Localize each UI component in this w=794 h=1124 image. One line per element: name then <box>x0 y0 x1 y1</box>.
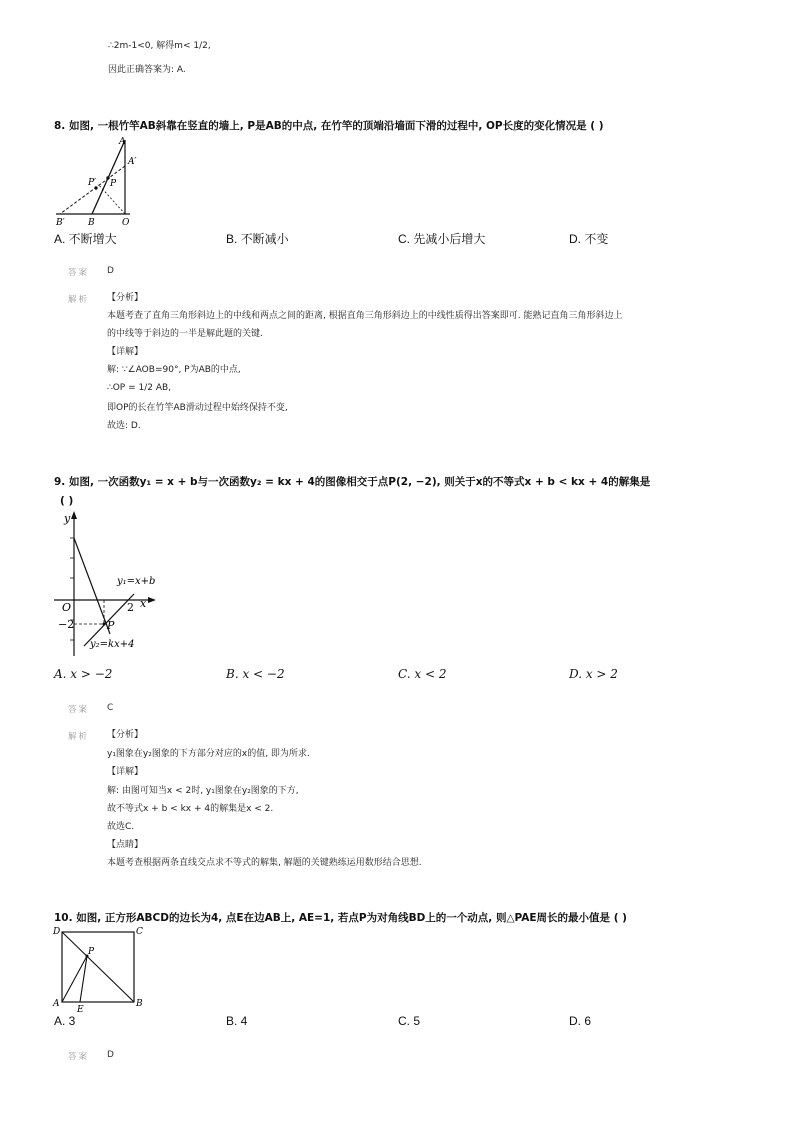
fig8-label-P: P <box>110 179 117 189</box>
fig9-label-neg2: −2 <box>58 618 75 631</box>
fig8-label-A-prime: A′ <box>128 157 137 167</box>
q8-option-c[interactable]: C. 先减小后增大 <box>398 232 486 246</box>
fig8-label-B: B <box>88 218 95 228</box>
q10-option-a[interactable]: A. 3 <box>54 1014 76 1028</box>
question-8-figure <box>52 134 142 228</box>
q9-option-d[interactable]: D. x > 2 <box>569 667 618 681</box>
fig9-label-P: P <box>107 619 115 632</box>
q8-answer-label: 答案 <box>68 268 90 278</box>
q10-answer-label: 答案 <box>68 1052 90 1062</box>
q8-analysis-line-6: ∴OP = 1/2 AB, <box>107 383 172 393</box>
q9-analysis-line-7: 【点睛】 <box>107 840 144 850</box>
q8-analysis-line-8: 故选: D. <box>107 421 141 431</box>
q9-analysis-line-6: 故选C. <box>107 822 135 832</box>
q10-option-c[interactable]: C. 5 <box>398 1014 421 1028</box>
fig9-label-x: x <box>140 597 147 610</box>
fig10-label-C: C <box>136 927 143 937</box>
q10-option-b[interactable]: B. 4 <box>226 1014 248 1028</box>
question-8-text: 8. 如图, 一根竹竿AB斜靠在竖直的墙上, P是AB的中点, 在竹竿的顶端沿墙面下滑的过程中, OP长度的变化情况是 ( ) <box>54 120 604 132</box>
question-10-figure <box>50 922 150 1014</box>
fig8-label-B-prime: B′ <box>56 218 65 228</box>
q9-option-a[interactable]: A. x > −2 <box>54 667 113 681</box>
q8-analysis-line-1: 【分析】 <box>107 293 144 303</box>
question-9-text-line-2: ( ) <box>60 495 74 507</box>
q8-option-a[interactable]: A. 不断增大 <box>54 232 117 246</box>
q8-analysis-line-3: 的中线等于斜边的一半是解此题的关键. <box>107 329 263 339</box>
fig8-label-O: O <box>122 218 130 228</box>
q9-analysis-line-8: 本题考查根据两条直线交点求不等式的解集, 解题的关键熟练运用数形结合思想. <box>107 858 422 868</box>
q8-analysis-line-5: 解: ∵∠AOB=90°, P为AB的中点, <box>107 365 241 375</box>
top-line-1: ∴2m-1<0, 解得m< 1/2, <box>108 41 211 51</box>
q9-option-c[interactable]: C. x < 2 <box>398 667 447 681</box>
fig9-label-y2: y₂=kx+4 <box>90 639 135 650</box>
q9-analysis-line-4: 解: 由图可知当x < 2时, y₁图象在y₂图象的下方, <box>107 786 299 796</box>
q8-analysis-line-4: 【详解】 <box>107 347 144 357</box>
q8-analysis-line-7: 即OP的长在竹竿AB滑动过程中始终保持不变, <box>107 403 288 413</box>
fig9-label-2: 2 <box>127 601 134 614</box>
q8-option-b[interactable]: B. 不断减小 <box>226 232 289 246</box>
fig9-label-y: y <box>64 512 71 525</box>
question-10-text: 10. 如图, 正方形ABCD的边长为4, 点E在边AB上, AE=1, 若点P为对角线BD上的一个动点, 则△PAE周长的最小值是 ( ) <box>54 912 627 924</box>
fig9-label-y1: y₁=x+b <box>117 576 156 587</box>
question-9-figure <box>52 508 162 658</box>
q9-analysis-label: 解析 <box>68 732 90 742</box>
q9-answer-value: C <box>107 703 114 713</box>
q8-answer-value: D <box>107 266 114 276</box>
fig10-label-A: A <box>53 999 60 1009</box>
q9-analysis-line-1: 【分析】 <box>107 730 144 740</box>
fig10-label-D: D <box>53 927 61 937</box>
q9-analysis-line-2: y₁图象在y₂图象的下方部分对应的x的值, 即为所求. <box>107 749 310 759</box>
question-9-text-line-1: 9. 如图, 一次函数y₁ = x + b与一次函数y₂ = kx + 4的图像相交于点P(2, −2), 则关于x的不等式x + b < kx + 4的解集是 <box>54 476 651 488</box>
fig10-label-E: E <box>77 1005 84 1014</box>
q9-analysis-line-5: 故不等式x + b < kx + 4的解集是x < 2. <box>107 804 274 814</box>
fig9-label-O: O <box>62 601 72 614</box>
q9-answer-label: 答案 <box>68 705 90 715</box>
q8-analysis-label: 解析 <box>68 295 90 305</box>
q8-option-d[interactable]: D. 不变 <box>569 232 609 246</box>
fig8-label-P-prime: P′ <box>88 178 97 188</box>
fig8-label-A: A <box>119 137 126 147</box>
fig10-label-P: P <box>88 947 95 957</box>
q9-option-b[interactable]: B. x < −2 <box>226 667 285 681</box>
top-line-2: 因此正确答案为: A. <box>108 65 186 75</box>
q8-analysis-line-2: 本题考查了直角三角形斜边上的中线和两点之间的距离, 根据直角三角形斜边上的中线性质得出答案即可. 能熟记直角三角形斜边上 <box>107 311 623 321</box>
q10-option-d[interactable]: D. 6 <box>569 1014 592 1028</box>
q9-analysis-line-3: 【详解】 <box>107 767 144 777</box>
q10-answer-value: D <box>107 1050 114 1060</box>
fig10-label-B: B <box>136 999 143 1009</box>
